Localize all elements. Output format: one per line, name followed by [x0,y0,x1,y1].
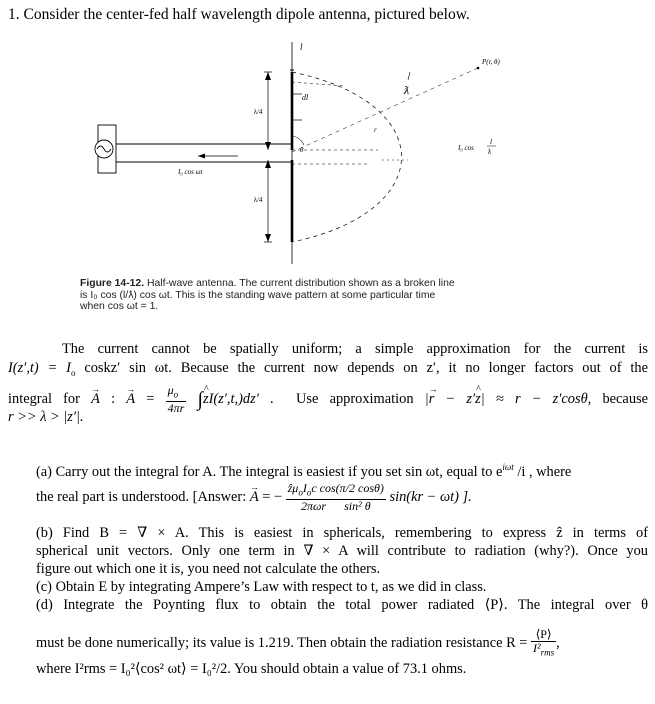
item-c: (c) Obtain E by integrating Ampere’s Law with respect to t, as we did in class. [36,579,487,595]
theta-label: θ [300,146,304,154]
item-b-2: spherical unit vectors. Only one term in ∇ × A will contribute to radiation (why?). Once you [36,543,648,559]
dist-current-label: I₀ cos [458,144,474,152]
item-d-3: where I²rms = I₀²⟨cos² ωt⟩ = I₀²/2. You should obtain a value of 73.1 ohms. [36,661,467,677]
l-label: l [300,42,303,52]
item-a: (a) Carry out the integral for A. The integral is easiest if you set sin ωt, equal to $e^{i\omega t}$ /i , where [36,462,572,480]
dl-label: dl [302,93,309,102]
item-d: (d) Integrate the Poynting flux to obtain the total power radiated ⟨P⟩. The integral over θ [36,597,648,613]
lambda-quarter-top: λ/4 [253,108,263,116]
frac-den: ƛ [488,148,492,156]
item-a-answer: the real part is understood. [Answer: → A = − $\frac{ẑ\mu_oI_oc \cos(\pi/2 \cos\theta)}{\text{2πωr sin² θ}}$ sin(kr − ωt) ]. [36,482,648,513]
r-label: r [374,126,377,134]
frac-num: l [490,138,492,146]
point-p-label: P(r, θ) [482,58,500,66]
current-distribution [292,72,402,242]
item-b: (b) Find B = ∇ × A. This is easiest in sphericals, remembering to express ẑ in terms of [36,525,648,541]
lambda-bar-label: ƛ [404,83,410,97]
question-heading: 1. Consider the center-fed half wavelength dipole antenna, pictured below. [8,6,470,23]
item-b-3: figure out which one it is, you need not calculate the others. [36,561,381,577]
feed-current-label: I₀ cos ωt [178,168,203,176]
item-d-2: must be done numerically; its value is 1.219. Then obtain the radiation resistance R = $\frac{⟨P⟩}{I^2_{rms}}$ , [36,627,560,658]
antenna-figure [78,32,558,272]
lambda-quarter-bottom: λ/4 [253,196,263,204]
figure-caption: Figure 14-12. Half-wave antenna. The current distribution shown as a broken line is I₀ cos (l/ƛ) cos ωt. This is the standing wave pattern at some particular time when cos ωt = 1. [80,278,455,313]
